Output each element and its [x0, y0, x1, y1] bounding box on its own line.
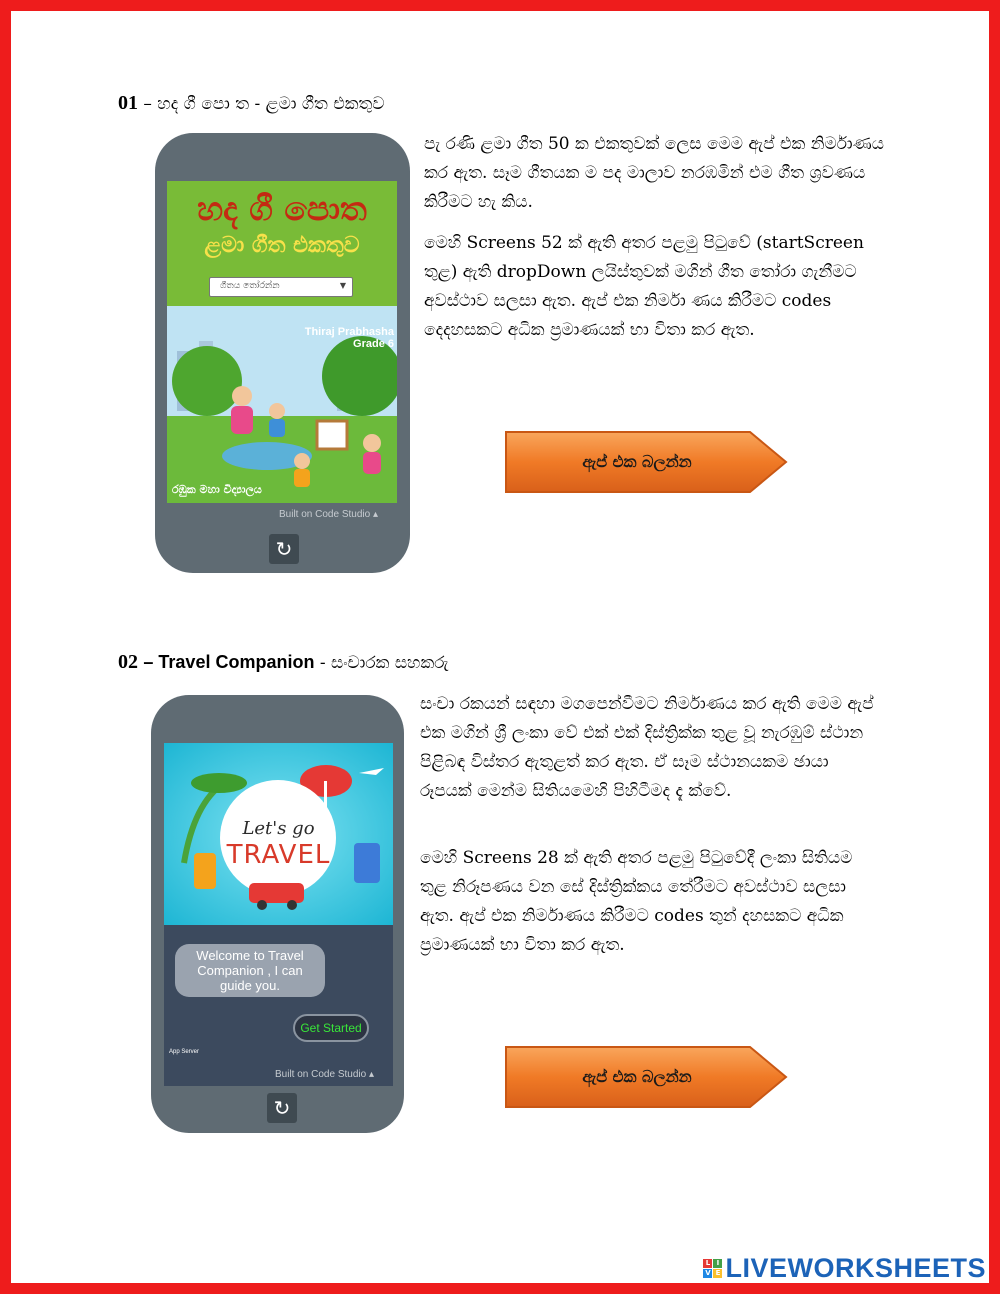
app1-school: රඹුක මහා විද්‍යාලය: [172, 483, 262, 496]
app1-phone-mockup: [155, 133, 410, 573]
reload-icon[interactable]: ↻: [269, 534, 299, 564]
section2-number: 02: [118, 651, 138, 673]
section1-number: 01: [118, 92, 138, 114]
button-label: ඇප් එක බලන්න: [582, 1067, 692, 1086]
app2-phone-mockup: [151, 695, 404, 1133]
logo-wordmark: LIVEWORKSHEETS: [725, 1252, 986, 1283]
author-grade: Grade 6: [353, 338, 394, 350]
section1-view-app-button[interactable]: [504, 430, 788, 494]
button-label: ඇප් එක බලන්න: [582, 452, 692, 471]
section2-title-en: – Travel Companion: [143, 652, 315, 672]
app1-author: [305, 326, 394, 350]
built-on-code-studio[interactable]: Built on Code Studio ▴: [275, 1069, 374, 1080]
app1-screen: [167, 181, 397, 503]
app2-travel-word: TRAVEL: [226, 840, 331, 870]
app2-screen: [164, 743, 393, 1086]
app2-welcome-message: Welcome to Travel Companion , I can guide you.: [175, 944, 325, 997]
reload-icon[interactable]: ↻: [267, 1093, 297, 1123]
section1-description: පැ රණි ළමා ගීත 50 ක එකතුවක් ලෙස මෙම ඇප් එක නිර්මාණය කර ඇත. සෑම ගීතයක ම පද මාලාව නරඹමින් එම ගීත ශ්‍රවණය කිරීමට හැ කිය.: [424, 134, 884, 212]
author-name: Thiraj Prabhasha: [304, 326, 394, 338]
section2-details: මෙහි Screens 28 ක් ඇති අතර පළමු පිටුවේදී ලංකා සිතියම තුළ නිරූපණය වන සේ දිස්ත්‍රික්කය තේරීමට අවස්ථාව සලසා ඇත. ඇප් එක නිර්මාණය කිරීමට codes තුන් දහසකට අධික ප්‍රමාණයක් භා විතා කර ඇත.: [420, 848, 853, 955]
section1-title: – හද ගී පො ත - ළමා ගීත එකතුව: [143, 94, 385, 114]
section2-title: - සංචාරක සහකරු: [314, 653, 449, 673]
app2-server-label: App Server: [169, 1049, 200, 1055]
logo-blocks-icon: L I V E: [703, 1259, 722, 1278]
app1-title-line1: හද ගී පොත: [197, 189, 367, 228]
app2-lets-go: Let's go: [242, 818, 315, 839]
chevron-down-icon: ▼: [339, 281, 346, 290]
section1-heading: [118, 92, 385, 115]
section2-heading: [118, 651, 448, 674]
app1-song-dropdown[interactable]: [209, 277, 353, 297]
liveworksheets-logo: [703, 1252, 986, 1283]
built-on-code-studio[interactable]: Built on Code Studio ▴: [279, 509, 378, 520]
get-started-button[interactable]: Get Started: [293, 1014, 369, 1042]
section1-details: මෙහි Screens 52 ක් ඇති අතර පළමු පිටුවේ (startScreen තුළ) ඇති dropDown ලයිස්තුවක් මගින් ගීත තෝරා ගැනීමට අවස්ථාව සලසා ඇත. ඇප් එක නිර්මා ණය කිරීමට codes දෙදහසකට අධික ප්‍රමාණයක් භා විතා කර ඇත.: [424, 233, 864, 340]
section2-description: සංචා රකයන් සඳහා මගපෙන්වීමට නිර්මාණය කර ඇති මෙම ඇප් එක මගින් ශ්‍රී ලංකා වේ එක් එක් දිස්ත්‍රික්ක තුළ වූ නැරඹුම් ස්ථාන පිළිබඳ විස්තර ඇතුළත් කර ඇත. ඒ සෑම ස්ථානයකම ඡායා රූපයක් මෙන්ම සිතියමෙහි පිහිටීමද දැ ක්වේ.: [420, 694, 874, 801]
section2-view-app-button[interactable]: [504, 1045, 788, 1109]
dropdown-value: ගීතය තෝරන්න: [220, 281, 280, 291]
app1-title-line2: ළමා ගීත එකතුව: [204, 233, 360, 258]
